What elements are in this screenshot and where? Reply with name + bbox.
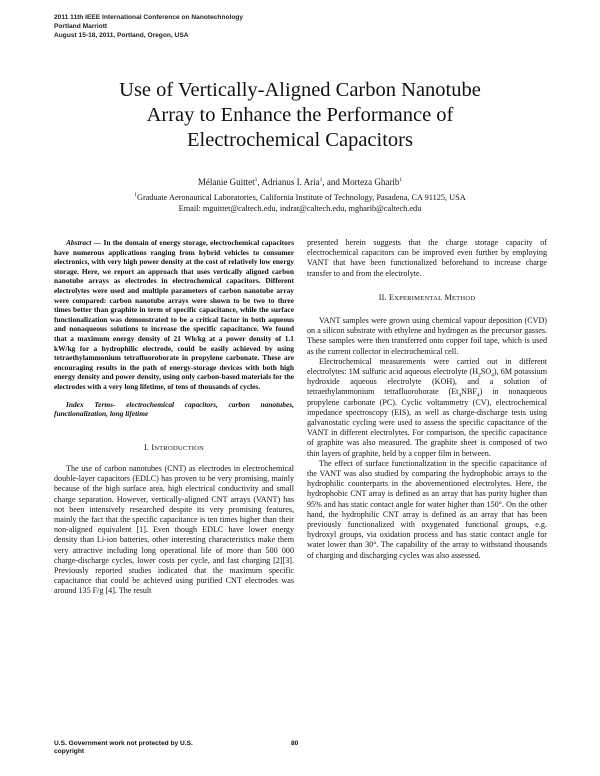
conference-venue: Portland Marriott <box>54 23 108 30</box>
abstract-label: Abstract <box>66 238 92 247</box>
method-heading-initial-1: E <box>388 292 395 302</box>
right-column <box>307 238 547 561</box>
conference-name: 2011 11th IEEE International Conference on Nanotechnology <box>54 14 244 21</box>
page-number: 80 <box>291 740 299 747</box>
author-1-affil: 1 <box>254 177 258 183</box>
author-1: Mélanie Guittet <box>197 177 255 187</box>
affiliation-marker: 1 <box>134 192 137 199</box>
copyright-notice: U.S. Government work not protected by U.S. copyright <box>54 740 193 755</box>
intro-heading <box>54 443 294 454</box>
intro-paragraph-continued: presented herein suggests that the charge storage capacity of electrochemical capacitors can be improved even further by employing VANT that have been functionalized beforehand to increase charge transfer to and from the electrolyte. <box>307 238 547 278</box>
subscript: 2 <box>478 372 481 379</box>
author-separator: , <box>257 177 262 187</box>
intro-heading-rest: NTRODUCTION <box>154 444 205 452</box>
conference-dates: August 15-18, 2011, Portland, Oregon, USA <box>54 32 189 39</box>
method-paragraph-2 <box>307 357 547 459</box>
method-heading-rest-1: XPERIMENTAL <box>394 294 443 302</box>
author-list <box>60 177 540 188</box>
method-p2-text: ) in nonaqueous propylene carbonate (PC). Cyclic voltammetry (CV), electrochemical impedance spectroscopy (EIS), as well as charge-discharge tests using galvanostatic cycling were used to assess the specific capacitance of the VANT in different electrolytes. For comparison, the specific capacitance of graphite was also measured. The graphite sheet is composed of two thin layers of graphite, held by a copper film in between. <box>307 387 548 458</box>
method-heading <box>307 293 547 304</box>
affiliation-institution <box>60 192 540 203</box>
method-paragraph-3: The effect of surface functionalization in the specific capacitance of the VANT was also studied by comparing the hydrophobic arrays to the hydrophilic counterparts in the abovementioned electrolytes. Here, the hydrophobic CNT array is defined as an array that has purity higher than 95% and has static contact angle for water higher than 150°. On the other hand, the hydrophilic CNT array is defined as an array that has been previously functionalized with oxygenated functional groups, e.g. hydroxyl groups, via oxidation process and has static contact angle for water lower than 30°. The capability of the array to withstand thousands of charging and discharging cycles was also assessed. <box>307 458 547 560</box>
index-terms: Index Terms- electrochemical capacitors, carbon nanotubes, functionalization, long lifetime <box>54 399 294 419</box>
method-heading-initial-2: M <box>444 292 452 302</box>
method-p2-text: Electrochemical measurements were carried out in different electrolytes: 1M sulfuric acid aqueous electrolyte (H <box>307 356 547 377</box>
paper-title <box>60 78 540 153</box>
method-heading-rest-2: ETHOD <box>451 294 476 302</box>
method-p2-text: ), 6M potassium hydroxide aqueous electrolyte (KOH), and a solution of tetraethylammonium tetrafluoroborate (Et <box>307 367 547 397</box>
author-2-affil: 1 <box>319 177 323 183</box>
subscript: 4 <box>476 393 480 400</box>
affiliation-email: Email: mguittet@caltech.edu, indrat@caltech.edu, mgharib@caltech.edu <box>178 204 422 213</box>
title-line-3: Electrochemical Capacitors <box>187 129 413 151</box>
method-numeral: II. <box>378 292 387 302</box>
intro-heading-initial: I <box>151 442 155 452</box>
author-separator: , and <box>322 177 343 187</box>
method-p2-text: NBF <box>461 387 477 397</box>
subscript: 4 <box>491 372 494 379</box>
title-line-1: Use of Vertically-Aligned Carbon Nanotube <box>119 79 481 101</box>
subscript: 4 <box>458 393 462 400</box>
affiliation <box>60 192 540 214</box>
affiliation-text: Graduate Aeronautical Laboratories, California Institute of Technology, Pasadena, CA 91125, USA <box>136 193 466 202</box>
intro-numeral: I. <box>143 442 150 452</box>
author-2: Adrianus I. Aria <box>261 177 320 187</box>
author-3: Morteza Gharib <box>342 177 400 187</box>
abstract <box>54 238 294 392</box>
method-paragraph-1: VANT samples were grown using chemical vapour deposition (CVD) on a silicon substrate with ethylene and hydrogen as the precursor gasses. These samples were then transferred onto copper foil tape, which is used as the current collector in electrochemical cell. <box>307 316 547 356</box>
intro-paragraph: The use of carbon nanotubes (CNT) as electrodes in electrochemical double-layer capacitors (EDLC) has proven to be very promising, mainly because of the high surface area, high electrical conductivity and small charge separation. However, vertically-aligned CNT arrays (VANT) has not been intensively researched despite its very promising features, mainly the fact that the specific capacitance is ten times higher than their non-aligned equivalent [1]. Even though EDLC have lower energy density than Li-ion batteries, other interesting characteristics make them very attractive including long operational life of more than 500 000 charge-discharge cycles, lower costs per cycle, and fast charging [2][3]. Previously reported studies indicated that the maximum specific capacitance that could be achieved using purified CNT electrodes was around 135 F/g [4]. The result <box>54 463 294 596</box>
conference-header <box>54 13 243 40</box>
author-3-affil: 1 <box>399 177 403 183</box>
left-column <box>54 238 294 597</box>
title-line-2: Array to Enhance the Performance of <box>146 104 454 126</box>
abstract-body: — In the domain of energy storage, electrochemical capacitors have numerous applications ranging from hybrid vehicles to consumer electronics, with very high power density at the cost of relatively low energy storage. Here, we report an approach that uses vertically aligned carbon nanotube arrays as electrodes in electrochemical capacitors. Different electrolytes were used and multiple parameters of carbon nanotube array were compared: carbon nanotube arrays were shown to be two to three times better than graphite in term of specific capacitance, while the surface functionalization was demonstrated to be a critical factor in both aqueous and nonaqueous solutions to increase the specific capacitance. We found that a maximum energy density of 21 Wh/kg at a power density of 1.1 kW/kg for a hydrophilic electrode, could be easily achieved by using tetraethylammonium tetrafluoroborate in propylene carbonate. These are encouraging results in the path of energy-storage devices with both high energy density and power density, using only carbon-based materials for the electrodes with a very long lifetime, of tens of thousands of cycles. <box>54 238 294 391</box>
method-p2-text: SO <box>480 367 492 377</box>
